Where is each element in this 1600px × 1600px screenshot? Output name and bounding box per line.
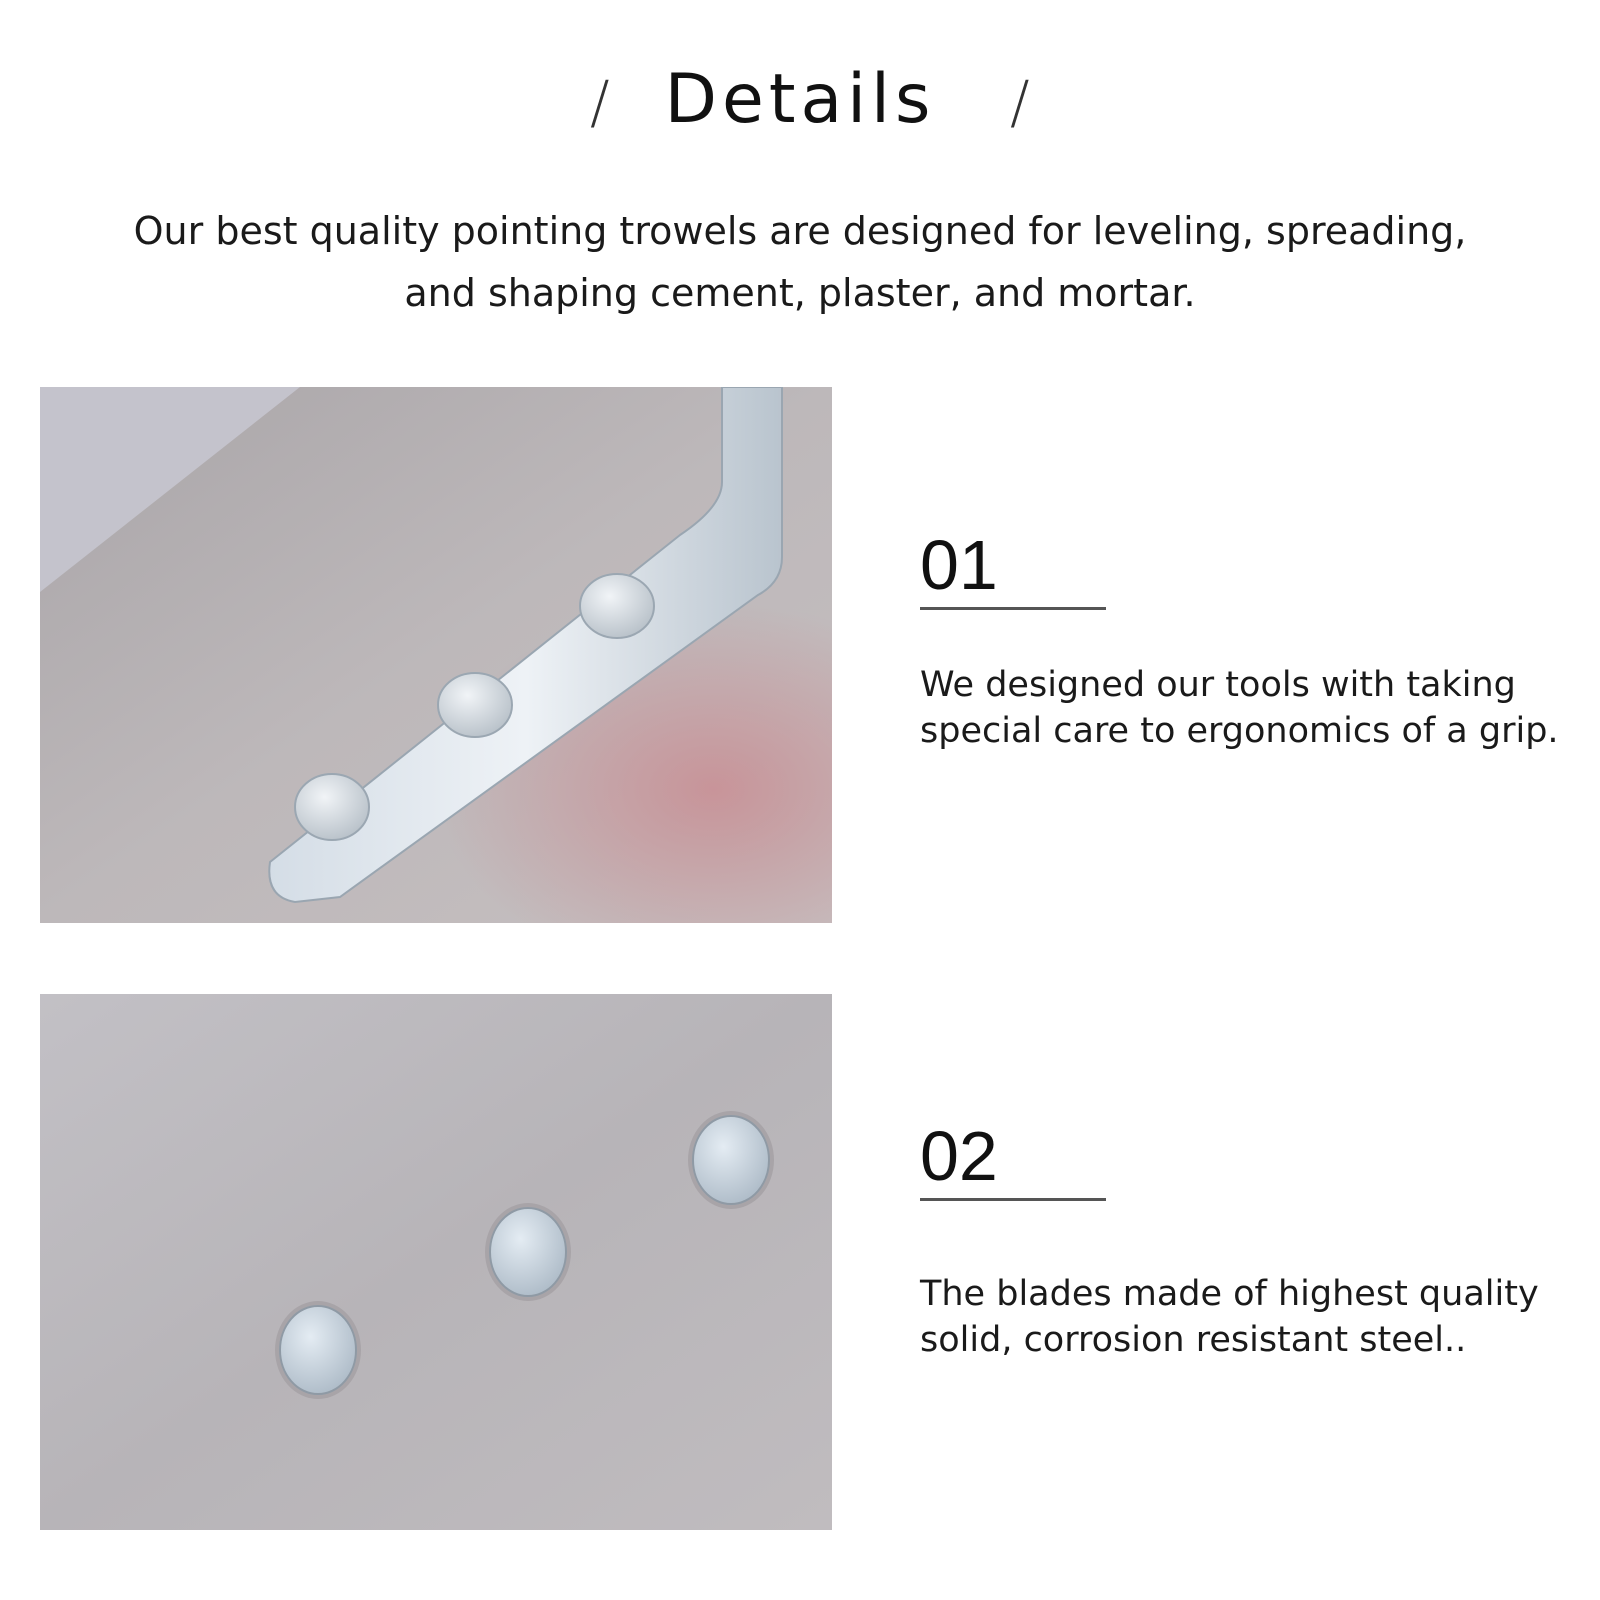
feature-divider: [920, 1198, 1106, 1201]
feature-number: 01: [920, 526, 998, 604]
trowel-handle-photo: [40, 387, 832, 923]
trowel-handle-rivets-photo-icon: [40, 387, 832, 923]
feature-01: [920, 525, 1560, 754]
page-title: Details: [664, 60, 936, 139]
feature-description: The blades made of highest quality solid, corrosion resistant steel..: [920, 1274, 1539, 1360]
heading-slash-left: /: [590, 68, 610, 136]
intro-text: Our best quality pointing trowels are designed for leveling, spreading, and shaping cement, plaster, and mortar.: [133, 209, 1467, 315]
section-heading: [0, 60, 1600, 150]
feature-description: We designed our tools with taking special care to ergonomics of a grip.: [920, 665, 1559, 751]
feature-number: 02: [920, 1117, 998, 1195]
feature-02: [920, 1116, 1560, 1363]
heading-slash-right: /: [1010, 68, 1030, 136]
blade-rivets-photo-icon: [40, 994, 832, 1530]
feature-divider: [920, 607, 1106, 610]
blade-photo: [40, 994, 832, 1530]
